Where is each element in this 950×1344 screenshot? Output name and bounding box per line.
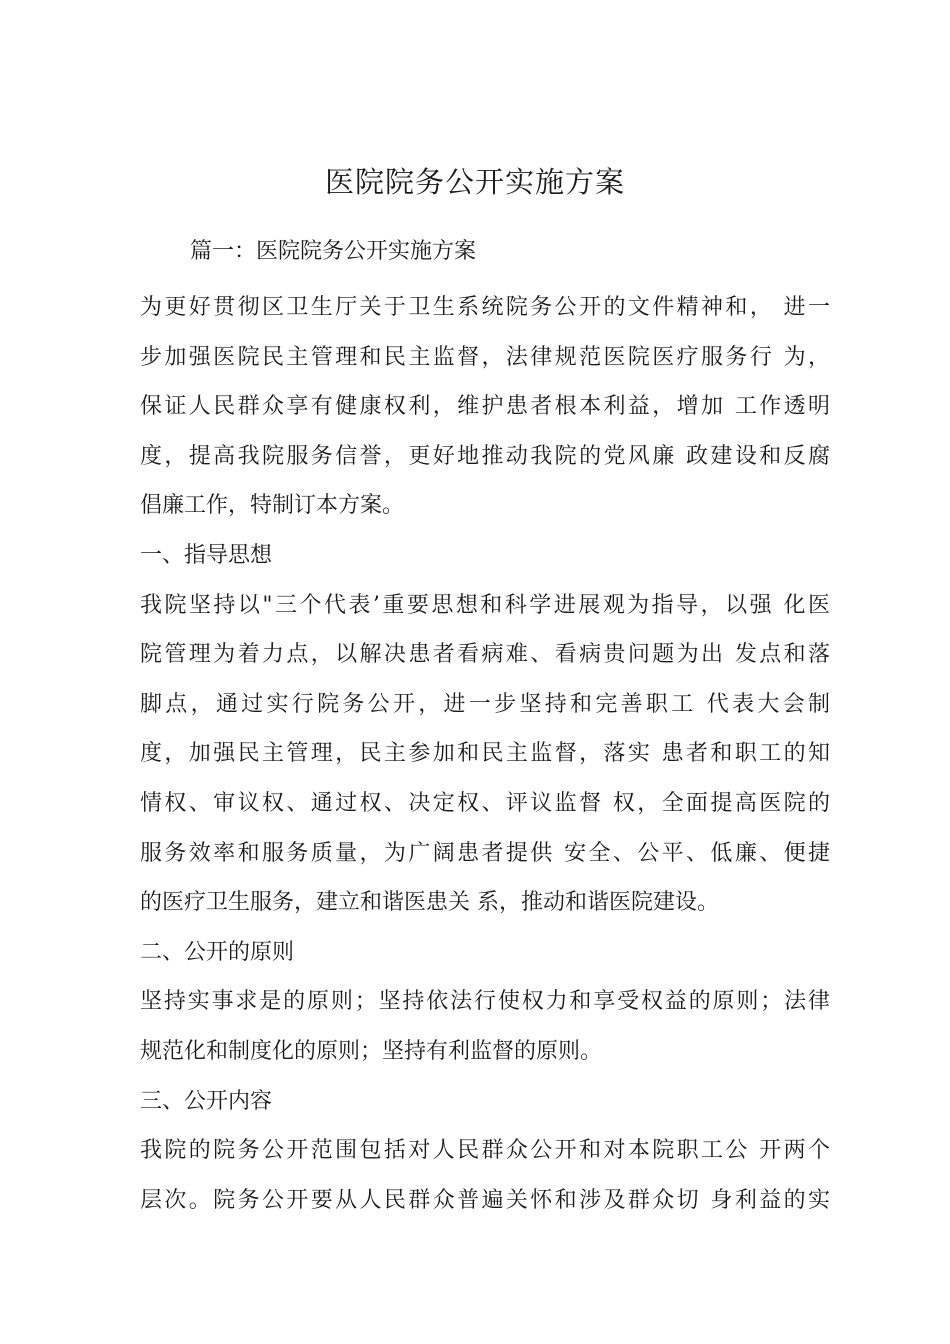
body-line: 的医疗卫生服务，建立和谐医患关 系，推动和谐医院建设。: [140, 890, 719, 916]
body-line: 度，提高我院服务信誉，更好地推动我院的党风廉 政建设和反腐: [140, 443, 830, 469]
document-body: [140, 283, 830, 1225]
body-line: 倡廉工作，特制订本方案。: [140, 493, 405, 519]
body-line: 层次。院务公开要从人民群众普遍关怀和涉及群众切 身利益的实: [140, 1187, 830, 1213]
section-heading: 一、指导思想: [140, 542, 273, 568]
body-line: 步加强医院民主管理和民主监督，法律规范医院医疗服务行 为，: [140, 344, 830, 370]
body-line: 脚点，通过实行院务公开，进一步坚持和完善职工 代表大会制: [140, 691, 830, 717]
body-line: 为更好贯彻区卫生厅关于卫生系统院务公开的文件精神和， 进一: [140, 295, 830, 320]
document-title: 医院院务公开实施方案: [324, 165, 625, 199]
body-line: 坚持实事求是的原则；坚持依法行使权力和享受权益的原则；法律: [140, 989, 830, 1015]
body-line: 服务效率和服务质量，为广阔患者提供 安全、公平、低廉、便捷: [140, 840, 830, 866]
document-subtitle: 篇一：医院院务公开实施方案: [190, 239, 477, 264]
body-line: 情权、审议权、通过权、决定权、评议监督 权，全面提高医院的: [140, 790, 830, 816]
body-line: 保证人民群众享有健康权利，维护患者根本利益，增加 工作透明: [140, 394, 830, 420]
body-line: 我院的院务公开范围包括对人民群众公开和对本院职工公 开两个: [140, 1138, 830, 1164]
body-line: 度，加强民主管理，民主参加和民主监督，落实 患者和职工的知: [140, 741, 830, 767]
section-heading: 二、公开的原则: [140, 939, 295, 965]
section-heading: 三、公开内容: [140, 1088, 273, 1114]
body-line: 院管理为着力点，以解决患者看病难、看病贵问题为出 发点和落: [140, 642, 830, 668]
body-line: 规范化和制度化的原则；坚持有利监督的原则。: [140, 1038, 603, 1064]
body-line: 我院坚持以"三个代表’重要思想和科学进展观为指导，以强 化医: [140, 592, 830, 618]
